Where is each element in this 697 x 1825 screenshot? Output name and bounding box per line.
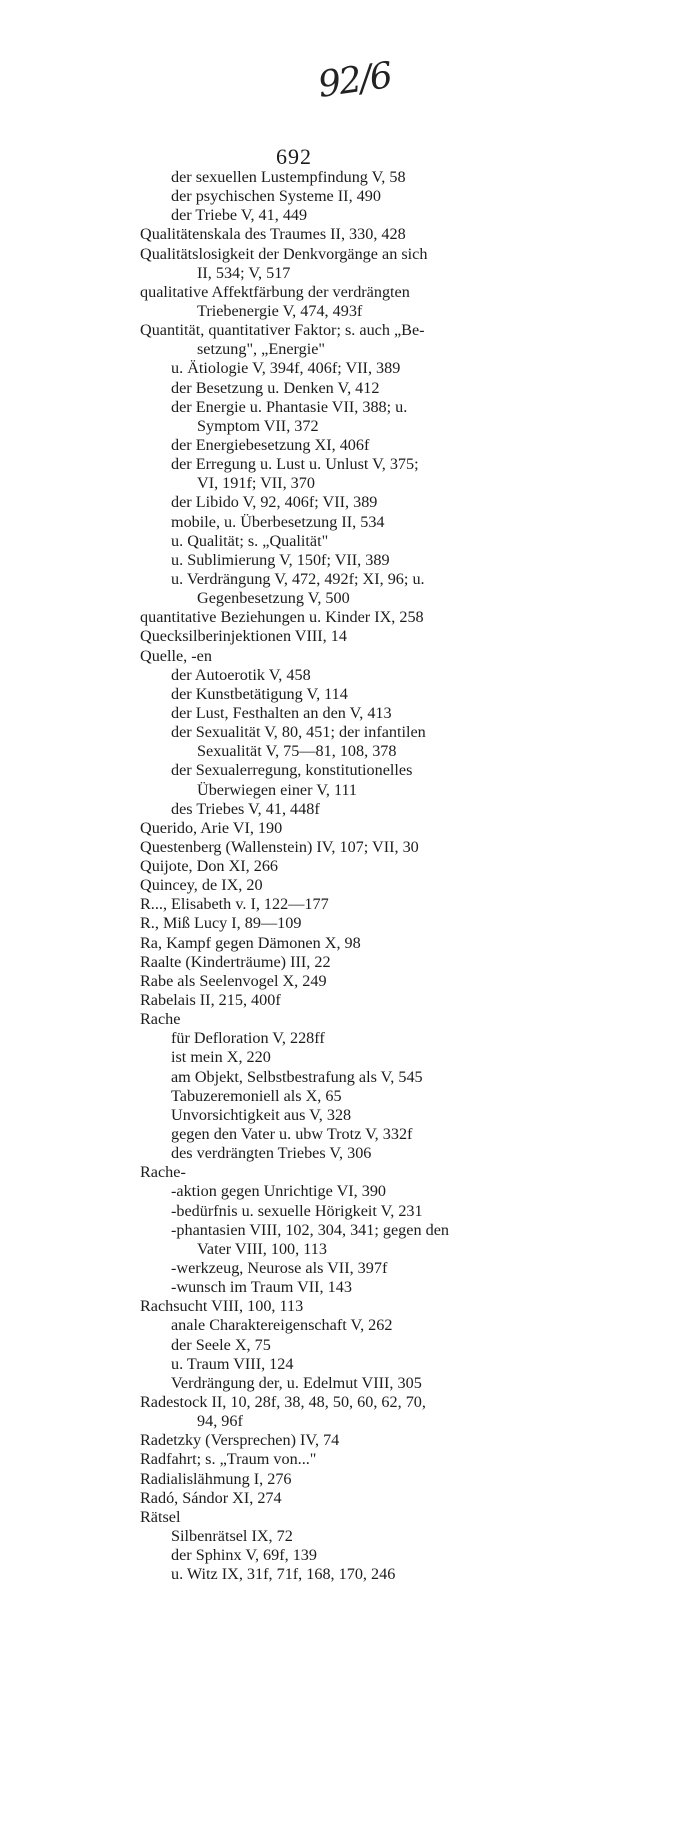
index-entry: Rache- (140, 1163, 186, 1182)
index-entry: Rache (140, 1010, 181, 1029)
index-subentry: der psychischen Systeme II, 490 (171, 187, 381, 206)
index-entry: Radó, Sándor XI, 274 (140, 1488, 282, 1507)
index-subentry: Unvorsichtigkeit aus V, 328 (171, 1105, 352, 1124)
index-subentry: der sexuellen Lustempfindung V, 58 (171, 168, 406, 186)
index-subentry: Triebenergie V, 474, 493f (197, 301, 363, 320)
index-subentry: VI, 191f; VII, 370 (197, 474, 315, 493)
index-subentry: u. Verdrängung V, 472, 492f; XI, 96; u. (171, 569, 425, 588)
index-subentry: für Defloration V, 228ff (171, 1029, 325, 1048)
index-entry: Rabe als Seelenvogel X, 249 (140, 971, 327, 990)
index-subentry: anale Charaktereigenschaft V, 262 (171, 1316, 393, 1335)
index-entry: R., Miß Lucy I, 89—109 (140, 914, 302, 933)
index-subentry: Sexualität V, 75—81, 108, 378 (197, 742, 397, 761)
index-entry: Rätsel (140, 1507, 181, 1526)
index-subentry: der Erregung u. Lust u. Unlust V, 375; (171, 455, 419, 474)
index-entry: Qualitätenskala des Traumes II, 330, 428 (140, 225, 406, 244)
index-subentry: Gegenbesetzung V, 500 (197, 589, 350, 608)
index-subentry: der Triebe V, 41, 449 (171, 206, 308, 225)
index-subentry: 94, 96f (197, 1412, 243, 1431)
index-entry: Quelle, -en (140, 646, 212, 665)
index-subentry: der Kunstbetätigung V, 114 (171, 684, 348, 703)
index-subentry: -wunsch im Traum VII, 143 (171, 1278, 352, 1297)
index-column (140, 168, 560, 1584)
index-entry: Quijote, Don XI, 266 (140, 857, 279, 876)
index-subentry: -bedürfnis u. sexuelle Hörigkeit V, 231 (171, 1201, 423, 1220)
index-subentry: der Energiebesetzung XI, 406f (171, 435, 370, 454)
index-subentry: der Besetzung u. Denken V, 412 (171, 378, 380, 397)
index-entry: Radetzky (Versprechen) IV, 74 (140, 1431, 340, 1450)
index-subentry: u. Witz IX, 31f, 71f, 168, 170, 246 (171, 1565, 396, 1584)
index-subentry: des verdrängten Triebes V, 306 (171, 1144, 372, 1163)
handwritten-annotation: 92/6 (315, 55, 394, 106)
index-entry: Raalte (Kinderträume) III, 22 (140, 952, 331, 971)
index-subentry: u. Sublimierung V, 150f; VII, 389 (171, 550, 390, 569)
index-entry: R..., Elisabeth v. I, 122—177 (140, 895, 329, 914)
index-entry: Ra, Kampf gegen Dämonen X, 98 (140, 933, 361, 952)
index-subentry: mobile, u. Überbesetzung II, 534 (171, 512, 385, 531)
index-subentry: der Sexualität V, 80, 451; der infantilen (171, 723, 426, 742)
index-subentry: Tabuzeremoniell als X, 65 (171, 1086, 342, 1105)
index-subentry: der Seele X, 75 (171, 1335, 271, 1354)
index-subentry: ist mein X, 220 (171, 1048, 271, 1067)
index-entry: qualitative Affektfärbung der verdrängten (140, 282, 410, 301)
index-subentry: -aktion gegen Unrichtige VI, 390 (171, 1182, 387, 1201)
index-entry: Querido, Arie VI, 190 (140, 818, 283, 837)
index-entry: Rabelais II, 215, 400f (140, 991, 281, 1010)
index-subentry: setzung", „Energie" (197, 340, 325, 359)
index-entry: Questenberg (Wallenstein) IV, 107; VII, 30 (140, 837, 419, 856)
page-number: 692 (276, 144, 312, 169)
index-subentry: am Objekt, Selbstbestrafung als V, 545 (171, 1067, 423, 1086)
index-subentry: der Autoerotik V, 458 (171, 665, 311, 684)
index-subentry: Symptom VII, 372 (197, 416, 319, 435)
index-subentry: Silbenrätsel IX, 72 (171, 1526, 293, 1545)
index-subentry: u. Qualität; s. „Qualität" (171, 531, 329, 550)
index-entry: Rachsucht VIII, 100, 113 (140, 1297, 304, 1316)
index-entry: quantitative Beziehungen u. Kinder IX, 258 (140, 608, 424, 627)
index-subentry: Vater VIII, 100, 113 (197, 1239, 327, 1258)
index-subentry: der Energie u. Phantasie VII, 388; u. (171, 397, 408, 416)
index-entry: Quincey, de IX, 20 (140, 876, 263, 895)
index-entry: Radestock II, 10, 28f, 38, 48, 50, 60, 62, 70, (140, 1393, 426, 1411)
index-subentry: II, 534; V, 517 (197, 263, 291, 282)
index-subentry: der Lust, Festhalten an den V, 413 (171, 703, 392, 722)
index-subentry: des Triebes V, 41, 448f (171, 799, 320, 818)
index-subentry: der Sexualerregung, konstitutionelles (171, 761, 413, 780)
index-entry: Quecksilberinjektionen VIII, 14 (140, 627, 347, 646)
index-entry: Radialislähmung I, 276 (140, 1469, 292, 1488)
index-entry: Quantität, quantitativer Faktor; s. auch „Be- (140, 321, 425, 340)
index-subentry: u. Traum VIII, 124 (171, 1354, 294, 1373)
index-subentry: -werkzeug, Neurose als VII, 397f (171, 1259, 388, 1278)
index-subentry: u. Ätiologie V, 394f, 406f; VII, 389 (171, 359, 401, 378)
index-subentry: Verdrängung der, u. Edelmut VIII, 305 (171, 1373, 422, 1392)
index-entry: Qualitätslosigkeit der Denkvorgänge an sich (140, 244, 428, 263)
index-subentry: Überwiegen einer V, 111 (197, 780, 358, 799)
index-subentry: gegen den Vater u. ubw Trotz V, 332f (171, 1125, 413, 1144)
index-subentry: der Libido V, 92, 406f; VII, 389 (171, 493, 378, 512)
index-subentry: -phantasien VIII, 102, 304, 341; gegen den (171, 1220, 449, 1239)
index-subentry: der Sphinx V, 69f, 139 (171, 1546, 317, 1565)
index-entry: Radfahrt; s. „Traum von..." (140, 1450, 317, 1469)
